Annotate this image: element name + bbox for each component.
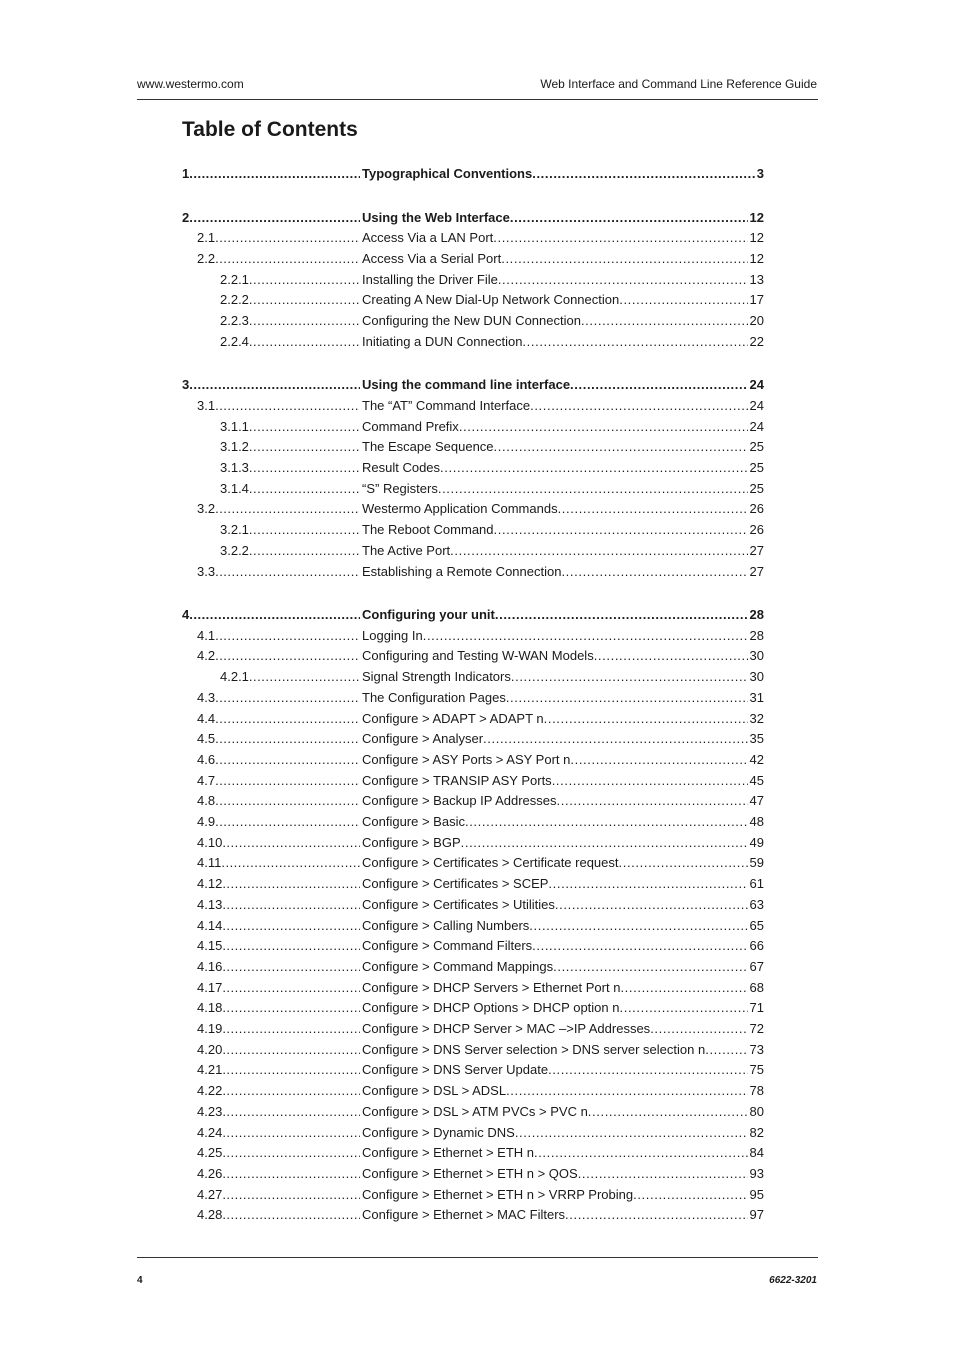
toc-entry-number-text: 2.2.4 [220, 334, 249, 349]
toc-entry-page: 26 [749, 501, 764, 516]
toc-entry-number-text: 4.7 [197, 773, 216, 788]
toc-entry-number-text: 4.1 [197, 628, 216, 643]
toc-entry-title [362, 397, 764, 415]
toc-entry-page: 24 [749, 398, 764, 413]
toc-entry-number-text: 2.1 [197, 230, 216, 245]
toc-entry-page: 20 [749, 313, 764, 328]
toc-entry[interactable] [0, 1186, 954, 1204]
toc-entry-page: 3 [756, 166, 764, 181]
toc-entry-page: 12 [749, 210, 764, 225]
toc-entry-number-text: 4.18 [197, 1000, 223, 1015]
toc-entry-title [362, 500, 764, 518]
toc-entry-number-text: 2.2 [197, 251, 216, 266]
toc-entry-number [197, 834, 360, 852]
toc-entry-title-text: Configure > Backup IP Addresses [362, 793, 557, 808]
toc-entry[interactable] [0, 647, 954, 665]
toc-entry-page: 78 [749, 1083, 764, 1098]
toc-entry[interactable] [0, 1165, 954, 1183]
toc-entry[interactable] [0, 376, 954, 394]
toc-entry-page: 45 [749, 773, 764, 788]
toc-entry-title-text: The Active Port [362, 543, 451, 558]
toc-entry-title-text: Installing the Driver File [362, 272, 498, 287]
toc-entry-title [362, 896, 764, 914]
toc-entry-number-text: 4.9 [197, 814, 216, 829]
toc-entry-number [197, 397, 360, 415]
toc-entry-number-text: 3.2.2 [220, 543, 249, 558]
toc-entry-number [220, 291, 360, 309]
toc-entry-page: 25 [749, 460, 764, 475]
toc-entry-number [197, 999, 360, 1017]
toc-entry-title [362, 710, 764, 728]
toc-entry-title [362, 606, 764, 624]
toc-entry-page: 72 [749, 1021, 764, 1036]
toc-entry-number [197, 751, 360, 769]
toc-entry-number [197, 1144, 360, 1162]
toc-entry-title [362, 772, 764, 790]
toc-entry-number [197, 813, 360, 831]
toc-entry[interactable] [0, 1041, 954, 1059]
toc-entry-number [197, 875, 360, 893]
toc-entry[interactable] [0, 730, 954, 748]
toc-entry-number [197, 1186, 360, 1204]
toc-entry[interactable] [0, 834, 954, 852]
toc-entry-page: 26 [749, 522, 764, 537]
toc-entry-page: 97 [749, 1207, 764, 1222]
toc-entry[interactable] [0, 480, 954, 498]
toc-entry-number-text: 4.24 [197, 1125, 223, 1140]
toc-entry[interactable] [0, 250, 954, 268]
toc-entry[interactable] [0, 542, 954, 560]
toc-entry-number-text: 4.2 [197, 648, 216, 663]
toc-entry-title [362, 854, 764, 872]
toc-entry-number-text: 2.2.1 [220, 272, 249, 287]
toc-entry-page: 61 [749, 876, 764, 891]
toc-entry[interactable] [0, 751, 954, 769]
toc-entry[interactable] [0, 606, 954, 624]
toc-entry-page: 30 [749, 648, 764, 663]
toc-entry-number-text: 4.17 [197, 980, 223, 995]
toc-entry[interactable] [0, 271, 954, 289]
toc-entry-number-text: 2.2.2 [220, 292, 249, 307]
toc-entry-title-text: The Reboot Command [362, 522, 494, 537]
toc-entry[interactable] [0, 1082, 954, 1100]
toc-entry-title [362, 312, 764, 330]
toc-entry-page: 93 [749, 1166, 764, 1181]
toc-entry-title [362, 813, 764, 831]
toc-entry-title-text: Configure > DSL > ADSL [362, 1083, 507, 1098]
toc-entry-number-text: 4.2.1 [220, 669, 249, 684]
toc-entry-number [182, 165, 360, 183]
toc-entry-page: 59 [749, 855, 764, 870]
toc-entry[interactable] [0, 418, 954, 436]
toc-entry-number [182, 209, 360, 227]
toc-entry-number [197, 917, 360, 935]
toc-entry-page: 71 [749, 1000, 764, 1015]
toc-entry-number-text: 4.11 [197, 855, 222, 870]
toc-entry-title-text: Configure > Ethernet > MAC Filters [362, 1207, 566, 1222]
toc-entry-number-text: 4.21 [197, 1062, 223, 1077]
toc-entry[interactable] [0, 209, 954, 227]
toc-entry[interactable] [0, 668, 954, 686]
toc-entry-page: 30 [749, 669, 764, 684]
footer-page-number: 4 [137, 1275, 143, 1286]
toc-entry-title-text: Command Prefix [362, 419, 459, 434]
toc-entry-page: 80 [749, 1104, 764, 1119]
toc-entry-number-text: 4.5 [197, 731, 216, 746]
toc-entry-number-text: 4.26 [197, 1166, 223, 1181]
toc-entry[interactable] [0, 772, 954, 790]
toc-entry-number-text: 3.3 [197, 564, 216, 579]
toc-entry-title-text: Configure > Certificates > SCEP [362, 876, 549, 891]
toc-entry-number [197, 1020, 360, 1038]
toc-entry[interactable] [0, 979, 954, 997]
toc-entry-title-text: Using the Web Interface [362, 210, 510, 225]
toc-entry-number [197, 730, 360, 748]
toc-entry-number [197, 1061, 360, 1079]
toc-entry-page: 49 [749, 835, 764, 850]
toc-entry-number [220, 668, 360, 686]
toc-entry-page: 95 [749, 1187, 764, 1202]
toc-entry[interactable] [0, 710, 954, 728]
toc-entry-page: 84 [749, 1145, 764, 1160]
toc-entry-number-text: 4.8 [197, 793, 216, 808]
toc-entry-page: 73 [749, 1042, 764, 1057]
toc-entry-title-text: Result Codes [362, 460, 441, 475]
toc-entry[interactable] [0, 1020, 954, 1038]
toc-entry-number-text: 4.16 [197, 959, 223, 974]
toc-entry-title-text: Configure > Calling Numbers [362, 918, 530, 933]
toc-entry-number [197, 772, 360, 790]
toc-entry-title [362, 1041, 764, 1059]
toc-entry-number-text: 4.13 [197, 897, 223, 912]
toc-entry-number-text: 3 [182, 377, 190, 392]
toc-entry[interactable] [0, 500, 954, 518]
toc-entry-number-text: 1 [182, 166, 190, 181]
toc-entry[interactable] [0, 312, 954, 330]
toc-entry-page: 28 [749, 628, 764, 643]
toc-entry[interactable] [0, 229, 954, 247]
toc-entry-page: 75 [749, 1062, 764, 1077]
toc-entry[interactable] [0, 1206, 954, 1224]
toc-entry-number [220, 312, 360, 330]
toc-entry[interactable] [0, 813, 954, 831]
toc-entry[interactable] [0, 291, 954, 309]
toc-entry-number [197, 1206, 360, 1224]
toc-entry-title [362, 937, 764, 955]
toc-entry-page: 31 [749, 690, 764, 705]
toc-entry-title [362, 209, 764, 227]
toc-entry-title [362, 480, 764, 498]
toc-entry-title-text: Configure > DNS Server Update [362, 1062, 549, 1077]
toc-entry-title [362, 647, 764, 665]
toc-entry[interactable] [0, 521, 954, 539]
toc-entry-title-text: The Escape Sequence [362, 439, 494, 454]
toc-entry-number-text: 4.6 [197, 752, 216, 767]
toc-entry-page: 66 [749, 938, 764, 953]
toc-entry-number-text: 2.2.3 [220, 313, 249, 328]
toc-entry[interactable] [0, 1124, 954, 1142]
toc-entry-page: 17 [749, 292, 764, 307]
toc-entry[interactable] [0, 627, 954, 645]
toc-entry-number-text: 4.12 [197, 876, 223, 891]
toc-entry-title-text: Establishing a Remote Connection [362, 564, 562, 579]
toc-entry-title-text: The Configuration Pages [362, 690, 506, 705]
toc-entry-number [220, 271, 360, 289]
toc-entry-title-text: Configure > Ethernet > ETH n > QOS [362, 1166, 578, 1181]
toc-entry-page: 12 [749, 251, 764, 266]
toc-entry-title-text: Configure > TRANSIP ASY Ports [362, 773, 552, 788]
toc-entry-number [197, 500, 360, 518]
toc-entry-title-text: The “AT” Command Interface [362, 398, 531, 413]
toc-entry-number [197, 1103, 360, 1121]
toc-entry-number [220, 480, 360, 498]
header-website: www.westermo.com [137, 77, 244, 91]
toc-entry-title [362, 834, 764, 852]
toc-entry-title [362, 917, 764, 935]
header-guide-title: Web Interface and Command Line Reference Guide [540, 77, 817, 91]
toc-entry-number-text: 4.23 [197, 1104, 223, 1119]
toc-entry-title-text: Configure > ASY Ports > ASY Port n [362, 752, 571, 767]
toc-entry-title-text: Configure > Basic [362, 814, 465, 829]
toc-entry-page: 13 [749, 272, 764, 287]
toc-entry-number [197, 979, 360, 997]
toc-entry[interactable] [0, 999, 954, 1017]
toc-entry-title-text: Signal Strength Indicators [362, 669, 511, 684]
toc-entry-number-text: 3.2.1 [220, 522, 249, 537]
toc-entry-number-text: 3.1.3 [220, 460, 249, 475]
toc-entry-number [197, 689, 360, 707]
toc-entry[interactable] [0, 438, 954, 456]
toc-entry-title [362, 271, 764, 289]
toc-entry-title [362, 958, 764, 976]
toc-entry-number [182, 376, 360, 394]
toc-entry-title [362, 1165, 764, 1183]
toc-entry-title-text: Configure > DSL > ATM PVCs > PVC n [362, 1104, 588, 1119]
toc-entry-page: 48 [749, 814, 764, 829]
page-title: Table of Contents [182, 118, 358, 141]
toc-entry[interactable] [0, 689, 954, 707]
toc-entry-title [362, 627, 764, 645]
footer-document-number: 6622-3201 [769, 1275, 817, 1286]
toc-entry-number-text: 4.22 [197, 1083, 223, 1098]
toc-entry-page: 25 [749, 481, 764, 496]
toc-entry[interactable] [0, 563, 954, 581]
toc-entry-page: 68 [749, 980, 764, 995]
toc-entry-title-text: Configure > Certificates > Utilities [362, 897, 555, 912]
toc-entry-title-text: Configure > Command Filters [362, 938, 533, 953]
toc-entry-number [220, 459, 360, 477]
toc-entry-title [362, 376, 764, 394]
toc-entry-number-text: 4.28 [197, 1207, 223, 1222]
toc-entry-title-text: “S” Registers [362, 481, 438, 496]
toc-entry-title-text: Configure > Command Mappings [362, 959, 554, 974]
toc-entry-page: 28 [749, 607, 764, 622]
toc-entry[interactable] [0, 459, 954, 477]
toc-entry-page: 27 [749, 543, 764, 558]
toc-entry-title-text: Access Via a Serial Port [362, 251, 502, 266]
toc-entry-title [362, 1124, 764, 1142]
toc-entry-title-text: Configuring your unit [362, 607, 495, 622]
toc-entry-number [197, 958, 360, 976]
toc-entry-title [362, 751, 764, 769]
toc-entry-title [362, 229, 764, 247]
toc-entry-title-text: Configure > DNS Server selection > DNS server selection n [362, 1042, 706, 1057]
toc-entry-title-text: Configuring and Testing W-WAN Models [362, 648, 594, 663]
toc-entry-title-text: Configure > Analyser [362, 731, 484, 746]
toc-entry-page: 32 [749, 711, 764, 726]
toc-entry-number [220, 438, 360, 456]
footer-divider [137, 1257, 818, 1258]
toc-entry-number-text: 4.15 [197, 938, 223, 953]
toc-entry[interactable] [0, 792, 954, 810]
toc-entry[interactable] [0, 165, 954, 183]
toc-entry[interactable] [0, 917, 954, 935]
toc-entry-title [362, 459, 764, 477]
toc-entry-title [362, 542, 764, 560]
toc-entry-number [197, 1082, 360, 1100]
toc-entry-title-text: Typographical Conventions [362, 166, 533, 181]
toc-entry-title [362, 668, 764, 686]
toc-entry[interactable] [0, 896, 954, 914]
toc-entry-page: 67 [749, 959, 764, 974]
toc-entry-number [197, 627, 360, 645]
toc-entry-number [197, 647, 360, 665]
toc-entry-title [362, 999, 764, 1017]
toc-entry-title [362, 689, 764, 707]
toc-entry-page: 25 [749, 439, 764, 454]
toc-entry-title-text: Configure > DHCP Servers > Ethernet Port n [362, 980, 621, 995]
toc-entry-page: 12 [749, 230, 764, 245]
toc-entry-number [220, 521, 360, 539]
toc-entry-number [197, 710, 360, 728]
toc-entry-number [220, 418, 360, 436]
toc-entry[interactable] [0, 937, 954, 955]
toc-entry-title-text: Configure > ADAPT > ADAPT n [362, 711, 544, 726]
toc-entry-number [197, 563, 360, 581]
toc-entry-number [197, 1124, 360, 1142]
toc-entry-title [362, 875, 764, 893]
toc-entry-title-text: Using the command line interface [362, 377, 571, 392]
toc-entry-title [362, 333, 764, 351]
toc-entry-title-text: Configure > Certificates > Certificate request [362, 855, 619, 870]
toc-entry-page: 35 [749, 731, 764, 746]
toc-entry[interactable] [0, 958, 954, 976]
toc-entry[interactable] [0, 854, 954, 872]
toc-entry-number-text: 4.20 [197, 1042, 223, 1057]
toc-entry-title [362, 291, 764, 309]
toc-entry-number [197, 1041, 360, 1059]
toc-entry-number-text: 3.1.1 [220, 419, 249, 434]
toc-entry-number [197, 1165, 360, 1183]
toc-entry-title-text: Westermo Application Commands [362, 501, 558, 516]
toc-entry-number-text: 3.1.2 [220, 439, 249, 454]
toc-entry-title-text: Creating A New Dial-Up Network Connection [362, 292, 620, 307]
toc-entry-title-text: Configure > BGP [362, 835, 461, 850]
toc-entry-number-text: 2 [182, 210, 190, 225]
toc-entry-title [362, 563, 764, 581]
toc-entry-page: 65 [749, 918, 764, 933]
toc-entry-title [362, 1082, 764, 1100]
toc-entry-page: 24 [749, 419, 764, 434]
toc-entry[interactable] [0, 875, 954, 893]
toc-entry-number [197, 854, 360, 872]
toc-entry-number [182, 606, 360, 624]
toc-entry-page: 47 [749, 793, 764, 808]
toc-entry-page: 27 [749, 564, 764, 579]
toc-entry-number-text: 4.3 [197, 690, 216, 705]
toc-entry-title [362, 521, 764, 539]
toc-entry-page: 22 [749, 334, 764, 349]
toc-entry-title [362, 1144, 764, 1162]
toc-entry-title [362, 1061, 764, 1079]
toc-entry-title-text: Configuring the New DUN Connection [362, 313, 581, 328]
toc-entry-title [362, 792, 764, 810]
toc-entry-title [362, 1206, 764, 1224]
toc-entry-page: 42 [749, 752, 764, 767]
toc-entry-title [362, 1103, 764, 1121]
toc-entry-number [197, 229, 360, 247]
toc-entry-title-text: Access Via a LAN Port [362, 230, 494, 245]
toc-entry[interactable] [0, 1103, 954, 1121]
toc-entry[interactable] [0, 333, 954, 351]
toc-entry-title-text: Configure > Ethernet > ETH n > VRRP Probing [362, 1187, 634, 1202]
toc-entry[interactable] [0, 397, 954, 415]
toc-entry[interactable] [0, 1061, 954, 1079]
toc-entry-title-text: Configure > DHCP Options > DHCP option n [362, 1000, 620, 1015]
toc-entry-title-text: Configure > DHCP Server > MAC –>IP Addresses [362, 1021, 651, 1036]
toc-entry-title [362, 438, 764, 456]
toc-entry-number-text: 4.25 [197, 1145, 223, 1160]
toc-entry-page: 24 [749, 377, 764, 392]
toc-entry-title [362, 730, 764, 748]
toc-entry-title-text: Configure > Ethernet > ETH n [362, 1145, 534, 1160]
toc-entry-title [362, 1186, 764, 1204]
toc-entry-number-text: 3.2 [197, 501, 216, 516]
toc-entry-title [362, 979, 764, 997]
toc-entry-number-text: 4.19 [197, 1021, 223, 1036]
toc-entry-number [197, 792, 360, 810]
toc-entry-title [362, 418, 764, 436]
toc-entry-title-text: Configure > Dynamic DNS [362, 1125, 515, 1140]
toc-entry-number-text: 3.1.4 [220, 481, 249, 496]
toc-entry-number [220, 542, 360, 560]
toc-entry-number [197, 896, 360, 914]
toc-entry-title-text: Logging In [362, 628, 423, 643]
toc-entry-number [197, 937, 360, 955]
toc-entry-title [362, 250, 764, 268]
toc-entry-number-text: 4 [182, 607, 190, 622]
toc-entry-title [362, 165, 764, 183]
toc-entry-number-text: 3.1 [197, 398, 216, 413]
toc-entry-page: 63 [749, 897, 764, 912]
toc-entry-number [220, 333, 360, 351]
toc-entry-number-text: 4.27 [197, 1187, 223, 1202]
toc-entry-number-text: 4.14 [197, 918, 223, 933]
toc-entry-number-text: 4.4 [197, 711, 216, 726]
toc-entry-number [197, 250, 360, 268]
toc-entry-title [362, 1020, 764, 1038]
toc-entry-title-text: Initiating a DUN Connection [362, 334, 523, 349]
toc-entry-number-text: 4.10 [197, 835, 223, 850]
toc-entry[interactable] [0, 1144, 954, 1162]
toc-entry-page: 82 [749, 1125, 764, 1140]
